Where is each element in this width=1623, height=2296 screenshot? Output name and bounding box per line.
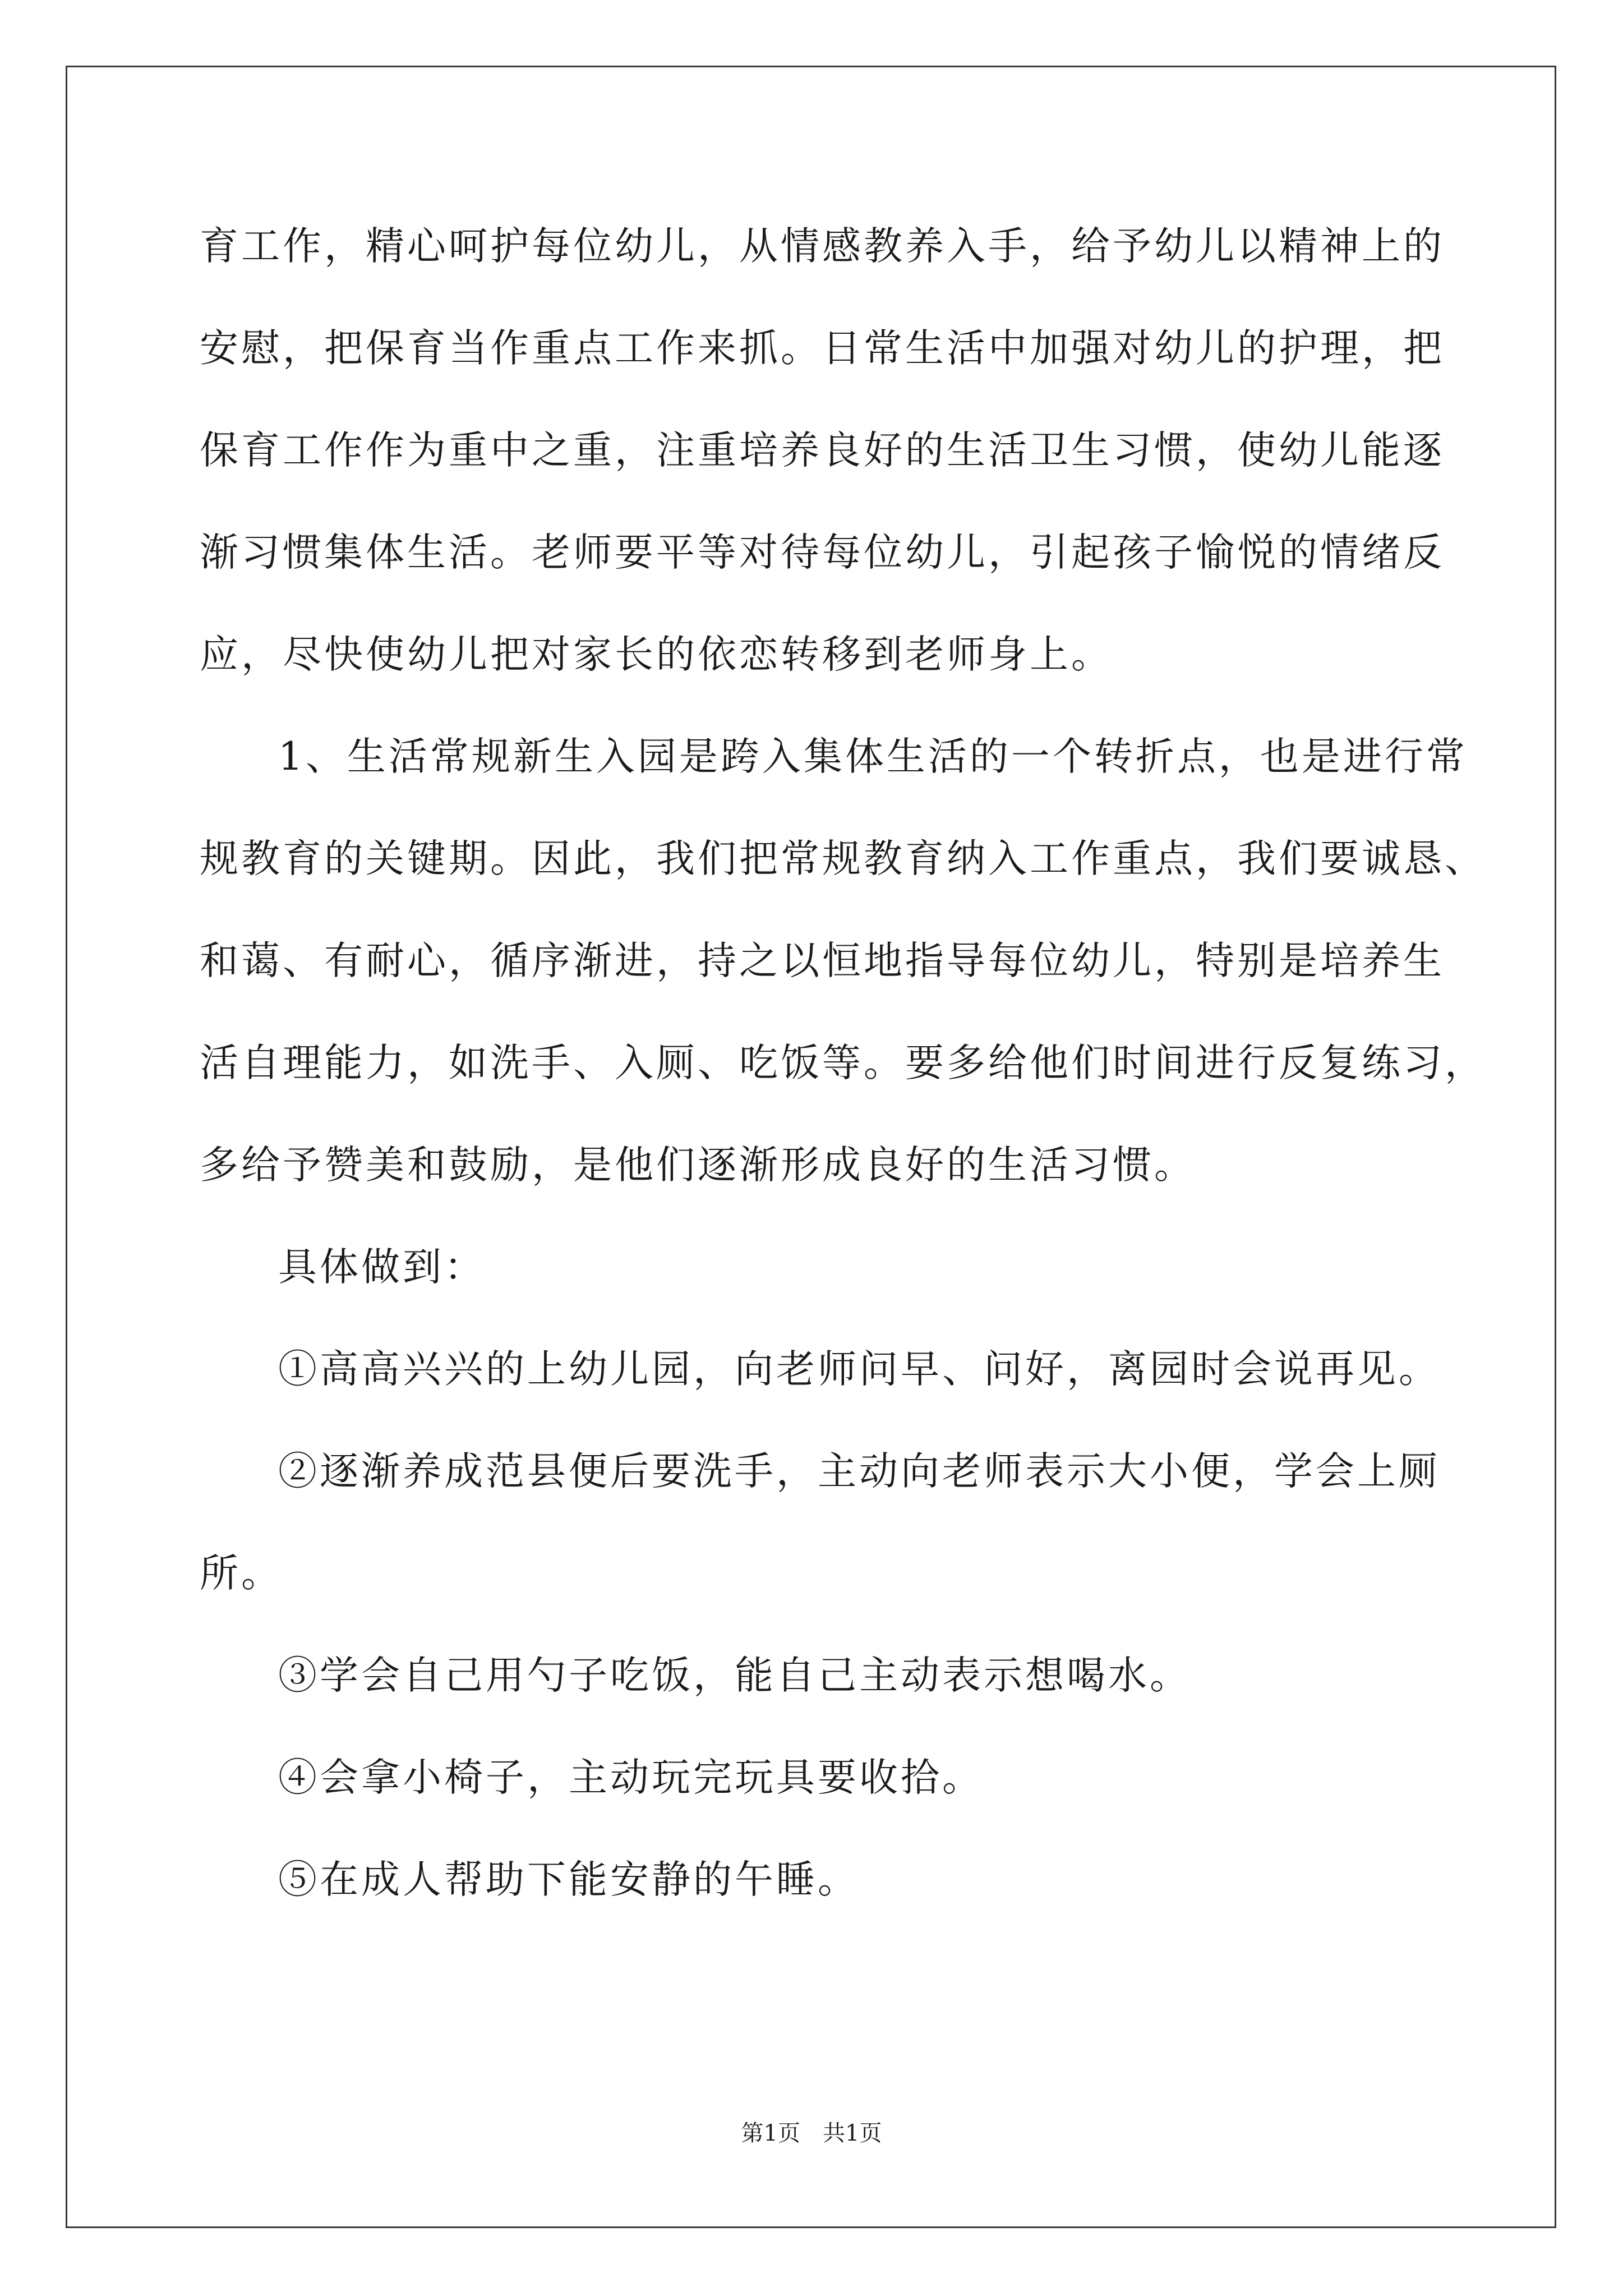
text-line: 渐习惯集体生活。老师要平等对待每位幼儿，引起孩子愉悦的情绪反 [200,530,1445,575]
text-line: ④会拿小椅子，主动玩完玩具要收拾。 [278,1755,984,1800]
text-line: 应，尽快使幼儿把对家长的依恋转移到老师身上。 [200,632,1113,677]
text-line: 活自理能力，如洗手、入厕、吃饭等。要多给他们时间进行反复练习， [200,1041,1486,1085]
text-line: ③学会自己用勺子吃饭，能自己主动表示想喝水。 [278,1653,1191,1698]
text-line: 规教育的关键期。因此，我们把常规教育纳入工作重点，我们要诚恳、 [200,836,1486,881]
text-line: 育工作，精心呵护每位幼儿，从情感教养入手，给予幼儿以精神上的 [200,224,1445,269]
text-line: 所。 [200,1551,283,1596]
text-line: 具体做到： [278,1245,486,1290]
text-line: 保育工作作为重中之重，注重培养良好的生活卫生习惯，使幼儿能逐 [200,428,1445,473]
text-line: ①高高兴兴的上幼儿园，向老师问早、问好，离园时会说再见。 [278,1347,1440,1392]
page-footer: 第1页 共1页 [741,2120,882,2146]
text-line: 1、生活常规新生入园是跨入集体生活的一个转折点，也是进行常 [278,734,1468,779]
text-line: ②逐渐养成范县便后要洗手，主动向老师表示大小便，学会上厕 [278,1449,1440,1494]
document-body [200,195,1486,1931]
text-line: ⑤在成人帮助下能安静的午睡。 [278,1857,859,1902]
text-line: 和蔼、有耐心，循序渐进，持之以恒地指导每位幼儿，特别是培养生 [200,938,1445,983]
text-line: 安慰，把保育当作重点工作来抓。日常生活中加强对幼儿的护理，把 [200,326,1445,371]
text-line: 多给予赞美和鼓励，是他们逐渐形成良好的生活习惯。 [200,1143,1196,1188]
